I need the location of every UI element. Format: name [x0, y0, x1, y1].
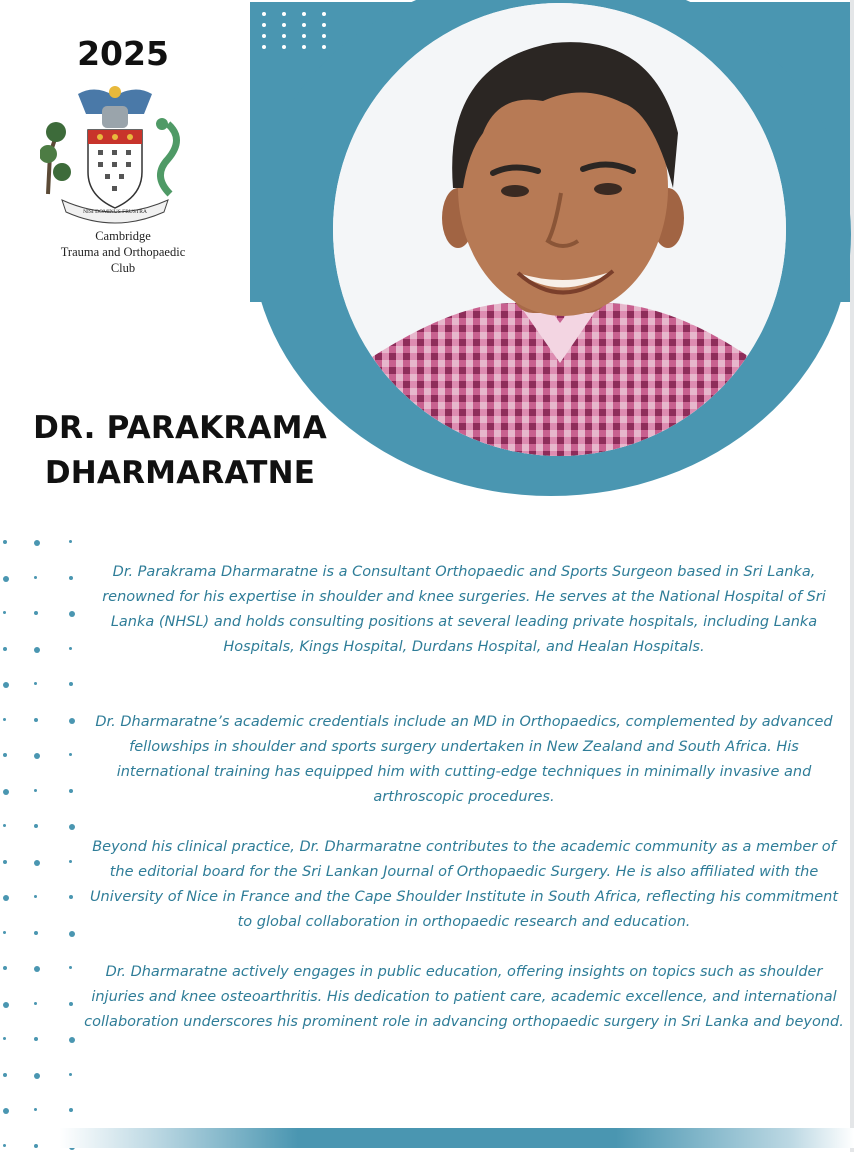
- year-label: 2025: [77, 34, 169, 73]
- decorative-dot: [3, 1108, 9, 1114]
- portrait-photo: [333, 3, 786, 456]
- decorative-dot: [69, 1002, 73, 1006]
- decorative-dot: [34, 1073, 40, 1079]
- decorative-dot: [69, 682, 73, 686]
- coat-of-arms-icon: [40, 84, 190, 224]
- decorative-dot: [3, 789, 9, 795]
- decorative-dot: [34, 860, 40, 866]
- decorative-dot: [69, 540, 72, 543]
- decorative-dot: [34, 682, 37, 685]
- decorative-dot: [69, 753, 72, 756]
- decorative-dot: [3, 966, 7, 970]
- crest-motto: NISI DOMINUS FRUSTRA: [83, 209, 147, 215]
- club-name: [28, 228, 218, 276]
- doctor-name-line-1: DR. PARAKRAMA: [33, 410, 327, 446]
- decorative-dot: [69, 1073, 72, 1076]
- decorative-dot: [34, 931, 38, 935]
- club-name-line-2: Trauma and Orthopaedic: [60, 245, 186, 259]
- decorative-dot: [34, 824, 38, 828]
- decorative-dot: [3, 1073, 7, 1077]
- decorative-dot: [3, 540, 7, 544]
- decorative-dot: [3, 824, 6, 827]
- decorative-dot: [69, 895, 73, 899]
- decorative-dot: [69, 576, 73, 580]
- decorative-dot: [69, 860, 72, 863]
- decorative-dot: [34, 576, 37, 579]
- decorative-dot: [3, 860, 7, 864]
- footer-bar: [60, 1128, 854, 1148]
- decorative-dot: [69, 647, 72, 650]
- decorative-dot: [3, 753, 7, 757]
- decorative-dot: [34, 1144, 38, 1148]
- decorative-dot: [34, 789, 37, 792]
- biography: [84, 560, 844, 1035]
- decorative-dot: [69, 931, 75, 937]
- doctor-name-line-2: DHARMARATNE: [44, 455, 316, 491]
- doctor-name: [10, 406, 350, 496]
- bio-paragraph-3: Beyond his clinical practice, Dr. Dharmaratne contributes to the academic community as a member of the editorial board for the Sri Lankan Journal of Orthopaedic Surgery. He is also affiliated with the University of Nice in France and the Cape Shoulder Institute in South Africa, reflecting his commitment to global collaboration in orthopaedic research and education.: [89, 839, 839, 930]
- decorative-dot: [3, 576, 9, 582]
- decorative-dots-left: [0, 530, 80, 1152]
- decorative-dot: [3, 718, 6, 721]
- club-name-line-3: Club: [110, 261, 136, 275]
- decorative-dot: [3, 682, 9, 688]
- decorative-dot: [34, 1108, 37, 1111]
- club-name-line-1: Cambridge: [95, 229, 151, 243]
- decorative-dot: [34, 611, 38, 615]
- decorative-dot: [34, 966, 40, 972]
- decorative-dot: [69, 1037, 75, 1043]
- decorative-dot: [69, 824, 75, 830]
- decorative-dot: [3, 1144, 6, 1147]
- decorative-dot: [69, 718, 75, 724]
- bio-paragraph-1: Dr. Parakrama Dharmaratne is a Consultant Orthopaedic and Sports Surgeon based in Sri Lanka, renowned for his expertise in shoulder and knee surgeries. He serves at the National Hospital of Sri Lanka (NHSL) and holds consulting positions at several leading private hospitals, including Lanka Hospitals, Kings Hospital, Durdans Hospital, and Healan Hospitals.: [102, 564, 826, 655]
- decorative-dot: [3, 1037, 6, 1040]
- bio-paragraph-2: Dr. Dharmaratne’s academic credentials include an MD in Orthopaedics, complemented by advanced fellowships in shoulder and sports surgery undertaken in New Zealand and South Africa. His international training has equipped him with cutting-edge techniques in minimally invasive and arthroscopic procedures.: [95, 714, 833, 805]
- decorative-dot: [69, 1108, 73, 1112]
- decorative-dot: [3, 611, 6, 614]
- decorative-dot: [34, 718, 38, 722]
- decorative-dot: [3, 1002, 9, 1008]
- decorative-dot: [34, 753, 40, 759]
- bio-paragraph-4: Dr. Dharmaratne actively engages in public education, offering insights on topics such as shoulder injuries and knee osteoarthritis. His dedication to patient care, academic excellence, and international collaboration underscores his prominent role in advancing orthopaedic surgery in Sri Lanka and beyond.: [84, 964, 844, 1030]
- page-edge: [850, 0, 854, 1152]
- decorative-dot: [69, 966, 72, 969]
- decorative-dot: [3, 647, 7, 651]
- decorative-dot: [34, 895, 37, 898]
- decorative-dot: [34, 1002, 37, 1005]
- decorative-dots-top: [262, 12, 338, 52]
- decorative-dot: [34, 540, 40, 546]
- decorative-dot: [3, 931, 6, 934]
- decorative-dot: [34, 647, 40, 653]
- portrait-illustration: [333, 3, 786, 456]
- decorative-dot: [69, 789, 73, 793]
- decorative-dot: [69, 611, 75, 617]
- decorative-dot: [3, 895, 9, 901]
- decorative-dot: [34, 1037, 38, 1041]
